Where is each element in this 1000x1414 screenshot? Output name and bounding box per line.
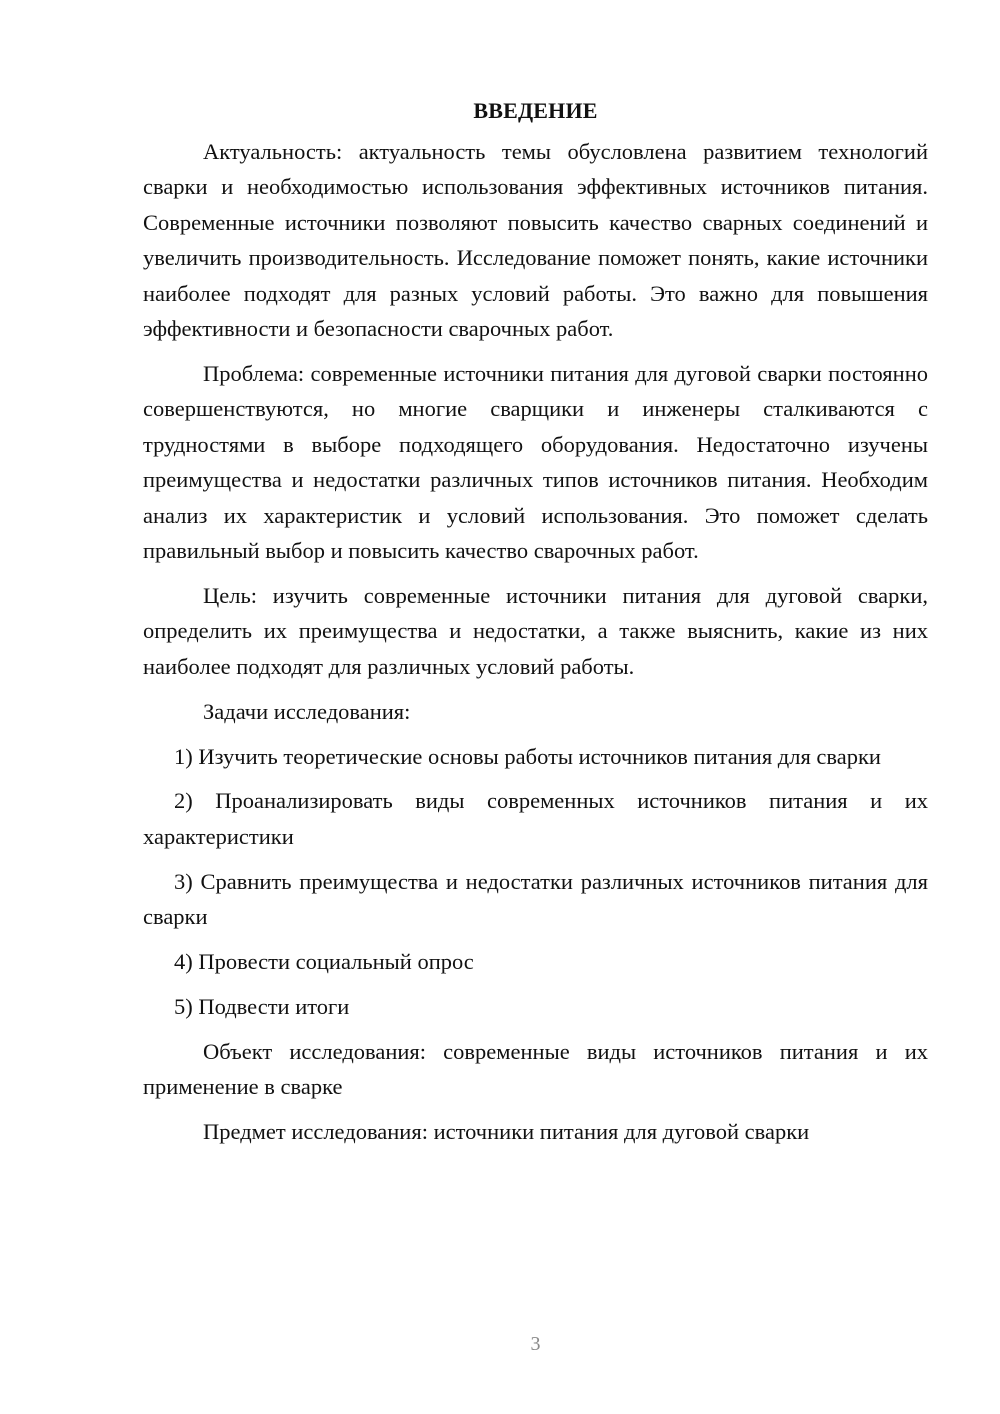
relevance-paragraph: Актуальность: актуальность темы обусловлена развитием технологий сварки и необходимостью использования эффективных источников питания. Современные источники позволяют повысить качество сварных соединений и увеличить производительность. Исследование поможет понять, какие источники наиболее подходят для разных условий работы. Это важно для повышения эффективности и безопасности сварочных работ. <box>143 139 928 342</box>
task-item-1: 1) Изучить теоретические основы работы источников питания для сварки <box>174 743 881 769</box>
task-item-3: 3) Сравнить преимущества и недостатки различных источников питания для сварки <box>143 868 928 930</box>
problem-paragraph: Проблема: современные источники питания для дуговой сварки постоянно совершенствуются, но многие сварщики и инженеры сталкиваются с трудностями в выборе подходящего оборудования. Недостаточно изучены преимущества и недостатки различных типов источников питания. Необходим анализ их характеристик и условий использования. Это поможет сделать правильный выбор и повысить качество сварочных работ. <box>143 360 928 563</box>
research-object-paragraph: Объект исследования: современные виды источников питания и их применение в сварке <box>143 1038 928 1100</box>
task-item-2: 2) Проанализировать виды современных источников питания и их характеристики <box>143 788 928 849</box>
task-item-5: 5) Подвести итоги <box>174 993 350 1019</box>
page-number: 3 <box>530 1333 541 1355</box>
page-title: ВВЕДЕНИЕ <box>473 98 598 123</box>
task-item-4: 4) Провести социальный опрос <box>174 949 474 975</box>
research-subject-paragraph: Предмет исследования: источники питания для дуговой сварки <box>203 1119 810 1145</box>
tasks-heading: Задачи исследования: <box>203 698 411 724</box>
document-page <box>143 94 928 1159</box>
goal-paragraph: Цель: изучить современные источники питания для дуговой сварки, определить их преимущества и недостатки, а также выяснить, какие из них наиболее подходят для различных условий работы. <box>143 582 928 679</box>
